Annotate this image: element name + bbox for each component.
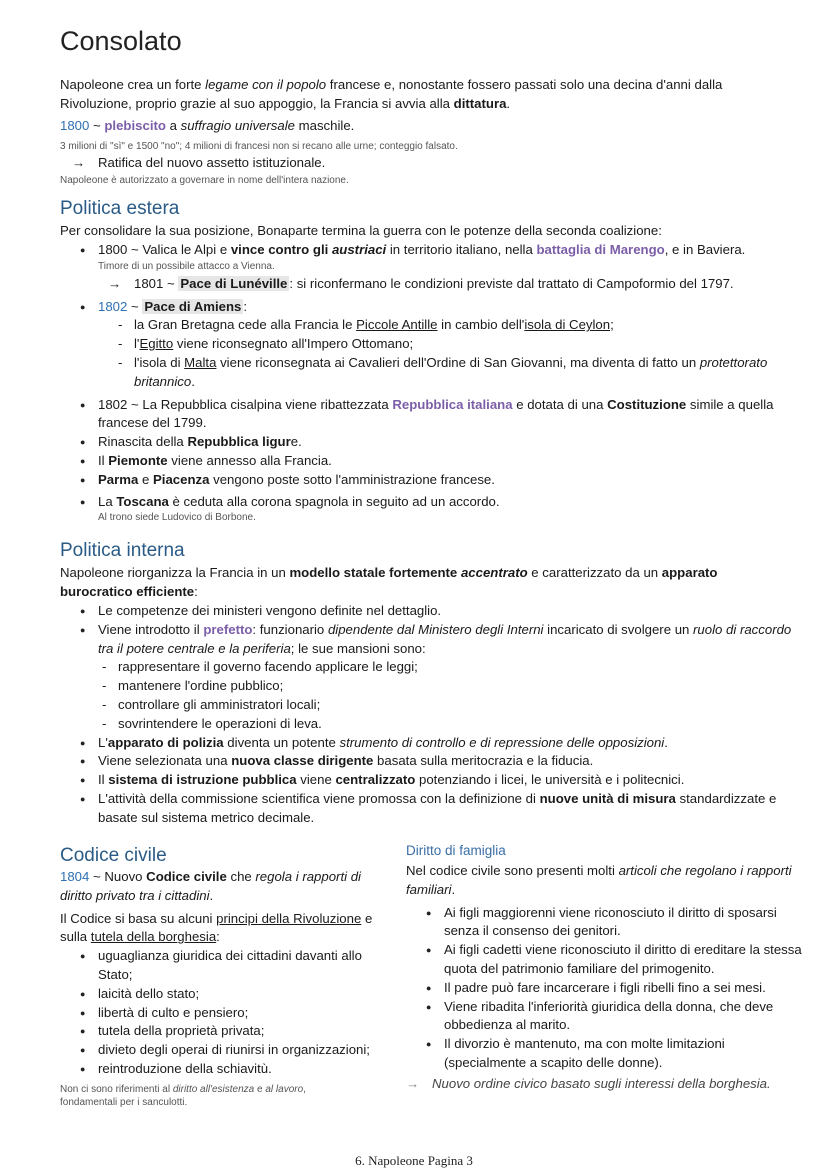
- list-item: ● libertà di culto e pensiero;: [78, 1004, 380, 1023]
- list-item: ● L'attività della commissione scientifica viene promossa con la definizione di nuove unità di misura standardizzate e basate sul sistema metrico decimale.: [78, 790, 808, 828]
- list-item: ● L'apparato di polizia diventa un potente strumento di controllo e di repressione delle opposizioni.: [78, 734, 808, 753]
- codice-list: [78, 947, 380, 1079]
- section-title-famiglia: Diritto di famiglia: [406, 843, 506, 858]
- list-note: Timore di un possibile attacco a Vienna.: [98, 260, 275, 272]
- list-item: ● Il divorzio è mantenuto, ma con molte limitazioni (specialmente a scapito delle donne).: [424, 1035, 806, 1073]
- arrow-icon: →: [406, 1075, 420, 1091]
- sub-item: - la Gran Bretagna cede alla Francia le Piccole Antille in cambio dell'isola di Ceylon;: [116, 316, 818, 335]
- sub-item: → 1801 ~ Pace di Lunéville : si riconfermano le condizioni previste dal trattato di Campoformio del 1797.: [98, 275, 818, 294]
- interna-list: [78, 602, 808, 828]
- sub-item: - l'isola di Malta viene riconsegnata ai Cavalieri dell'Ordine di San Giovanni, ma diventa di fatto un protettorato britannico.: [116, 354, 818, 392]
- codice-intro: 1804 ~ Nuovo Codice civile che regola i rapporti di diritto privato tra i cittadini.: [60, 869, 361, 903]
- list-item: ● La Toscana è ceduta alla corona spagnola in seguito ad un accordo. Al trono siede Ludovico di Borbone.: [78, 493, 818, 525]
- section-title-interna: Politica interna: [60, 540, 185, 561]
- list-item: ● laicità dello stato;: [78, 985, 380, 1004]
- amiens-sublist: [116, 316, 818, 391]
- sub-item: - controllare gli amministratori locali;: [100, 696, 808, 715]
- ratifica-note: Napoleone è autorizzato a governare in nome dell'intera nazione.: [60, 175, 349, 186]
- famiglia-list: [424, 904, 806, 1073]
- interna-intro: Napoleone riorganizza la Francia in un modello statale fortemente accentrato e caratterizzato da un apparato burocratico efficiente:: [60, 565, 718, 599]
- list-item: ● Parma e Piacenza vengono poste sotto l'amministrazione francese.: [78, 471, 818, 490]
- list-item: ● Viene introdotto il prefetto: funzionario dipendente dal Ministero degli Interni incaricato di svolgere un ruolo di raccordo tra il potere centrale e la periferia; le sue mansioni sono: - rappresentare il governo facendo applicare le leggi; - mantenere l'ordine pubblico; - controllare gli amministratori locali; - sovrintendere le operazioni di leva.: [78, 621, 808, 734]
- arrow-icon: →: [72, 155, 86, 170]
- sub-item: - rappresentare il governo facendo applicare le leggi;: [100, 658, 808, 677]
- famiglia-conclusion: → Nuovo ordine civico basato sugli interessi della borghesia.: [406, 1075, 806, 1094]
- list-item: ● Rinascita della Repubblica ligure.: [78, 433, 818, 452]
- prefetto-sublist: [100, 658, 808, 733]
- list-item: ● Il Piemonte viene annesso alla Francia.: [78, 452, 818, 471]
- list-item: ● Viene selezionata una nuova classe dirigente basata sulla meritocrazia e la fiducia.: [78, 752, 808, 771]
- list-item: ● tutela della proprietà privata;: [78, 1022, 380, 1041]
- list-item: ● reintroduzione della schiavitù.: [78, 1060, 380, 1079]
- arrow-icon: →: [108, 275, 122, 291]
- page-footer: 6. Napoleone Pagina 3: [355, 1153, 473, 1168]
- list-item: ● divieto degli operai di riunirsi in organizzazioni;: [78, 1041, 380, 1060]
- sub-item: - sovrintendere le operazioni di leva.: [100, 715, 808, 734]
- codice-note: Non ci sono riferimenti al diritto all'esistenza e al lavoro, fondamentali per i sanculotti.: [60, 1083, 306, 1108]
- list-item: ● 1800 ~ Valica le Alpi e vince contro gli austriaci in territorio italiano, nella battaglia di Marengo, e in Baviera. Timore di un possibile attacco a Vienna. → 1801 ~ Pace di Lunéville : si riconfermano le condizioni previste dal trattato di Campoformio del 1797.: [78, 241, 818, 294]
- sub-item: - l'Egitto viene riconsegnato all'Impero Ottomano;: [116, 335, 818, 354]
- plebiscito-line: 1800 ~ plebiscito a suffragio universale maschile.: [60, 118, 355, 133]
- list-note: Al trono siede Ludovico di Borbone.: [98, 512, 256, 524]
- famiglia-column: [406, 862, 806, 1094]
- list-item: ● Il padre può fare incarcerare i figli ribelli fino a sei mesi.: [424, 979, 806, 998]
- consolato-intro: Napoleone crea un forte legame con il popolo francese e, nonostante fossero passati solo una decina d'anni dalla Rivoluzione, proprio grazie al suo appoggio, la Francia si avvia alla dittatura.: [60, 77, 723, 111]
- section-title-codice: Codice civile: [60, 845, 167, 866]
- list-item: ● 1802 ~ La Repubblica cisalpina viene ribattezzata Repubblica italiana e dotata di una Costituzione simile a quella francese del 1799.: [78, 396, 818, 434]
- list-item: ● Viene ribadita l'inferiorità giuridica della donna, che deve obbedienza al marito.: [424, 998, 806, 1036]
- list-item: ● 1802 ~ Pace di Amiens : - la Gran Bretagna cede alla Francia le Piccole Antille in cambio dell'isola di Ceylon; - l'Egitto viene riconsegnato all'Impero Ottomano; - l'isola di Malta viene riconsegnata ai Cavalieri dell'Ordine di San Giovanni, ma diventa di fatto un protettorato britannico.: [78, 298, 818, 392]
- list-item: ● Le competenze dei ministeri vengono definite nel dettaglio.: [78, 602, 808, 621]
- estera-intro: Per consolidare la sua posizione, Bonaparte termina la guerra con le potenze della seconda coalizione:: [60, 223, 662, 238]
- list-item: ● Il sistema di istruzione pubblica viene centralizzato potenziando i licei, le università e i politecnici.: [78, 771, 808, 790]
- section-title-consolato: Consolato: [60, 26, 182, 56]
- list-item: ● Ai figli maggiorenni viene riconosciuto il diritto di sposarsi senza il consenso dei genitori.: [424, 904, 806, 942]
- list-item: ● Ai figli cadetti viene riconosciuto il diritto di ereditare la stessa quota del patrimonio familiare del primogenito.: [424, 941, 806, 979]
- list-item: ● uguaglianza giuridica dei cittadini davanti allo Stato;: [78, 947, 380, 985]
- ratifica-line: → Ratifica del nuovo assetto istituzionale.: [72, 154, 325, 173]
- famiglia-intro: Nel codice civile sono presenti molti articoli che regolano i rapporti familiari.: [406, 863, 792, 897]
- section-title-estera: Politica estera: [60, 198, 180, 219]
- sub-item: - mantenere l'ordine pubblico;: [100, 677, 808, 696]
- estera-list: [78, 241, 818, 524]
- codice-principi: Il Codice si basa su alcuni principi della Rivoluzione e sulla tutela della borghesia:: [60, 910, 373, 945]
- codice-column: [60, 868, 380, 1109]
- plebiscito-note: 3 milioni di "sì" e 1500 "no"; 4 milioni di francesi non si recano alle urne; conteggio falsato.: [60, 141, 458, 152]
